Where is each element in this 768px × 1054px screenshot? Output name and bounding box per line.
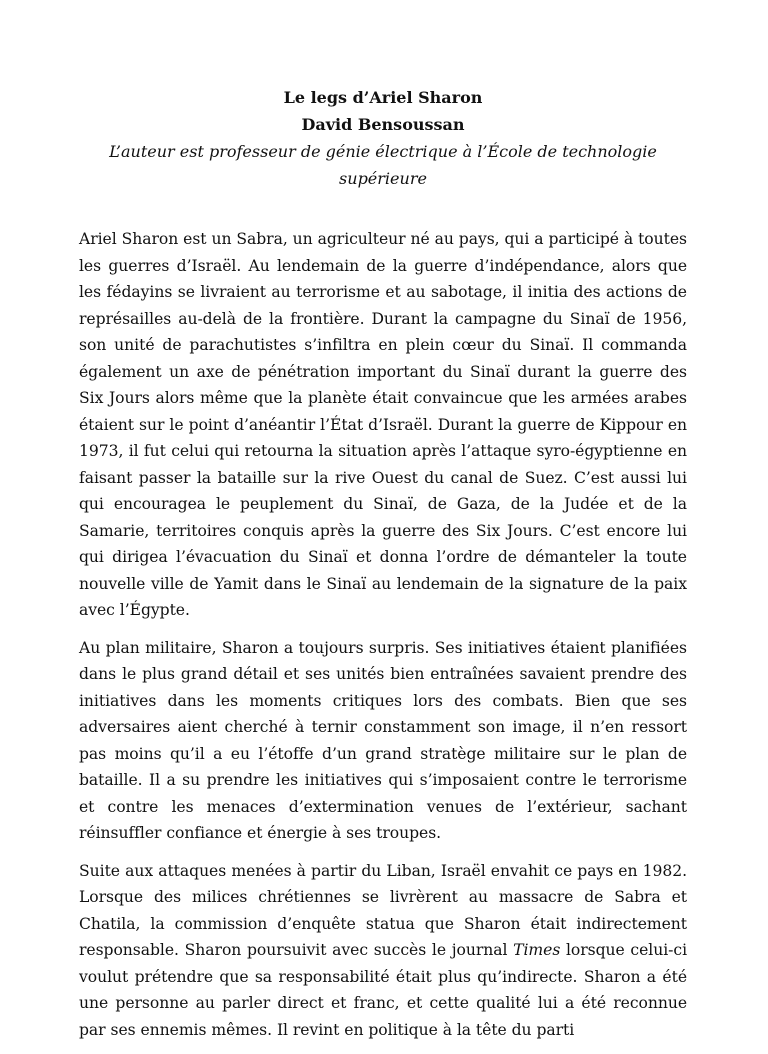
paragraph-1: Ariel Sharon est un Sabra, un agriculteur né au pays, qui a participé à toutes les guerres d’Israël. Au lendemain de la guerre d’indépendance, alors que les fédayins se livraient au terrorisme et au sabotage, il initia des actions de représailles au-delà de la frontière. Durant la campagne du Sinaï de 1956, son unité de parachutistes s’infiltra en plein cœur du Sinaï. Il commanda également un axe de pénétration important du Sinaï durant la guerre des Six Jours alors même que la planète était convaincue que les armées arabes étaient sur le point d’anéantir l’État d’Israël. Durant la guerre de Kippour en 1973, il fut celui qui retourna la situation après l’attaque syro-égyptienne en faisant passer la bataille sur la rive Ouest du canal de Suez. C’est aussi lui qui encouragea le peuplement du Sinaï, de Gaza, de la Judée et de la Samarie, territoires conquis après la guerre des Six Jours. C’est encore lui qui dirigea l’évacuation du Sinaï et donna l’ordre de démanteler la toute nouvelle ville de Yamit dans le Sinaï au lendemain de la signature de la paix avec l’Égypte.: [79, 230, 687, 619]
document-subtitle: L’auteur est professeur de génie électrique à l’École de technologie supérieure: [109, 142, 657, 188]
document-title: Le legs d’Ariel Sharon: [283, 88, 483, 107]
document-body: [79, 226, 687, 1043]
newspaper-name: Times: [513, 941, 561, 959]
paragraph-3-text-end: lorsque celui-ci voulut prétendre que sa responsabilité était plus qu’indirecte. Sharon a été une personne au parler direct et franc, et cette qualité lui a été reconnue par ses ennemis mêmes. Il revint en politique à la tête du parti: [79, 941, 688, 1039]
document-page: [79, 84, 687, 1054]
document-author: David Bensoussan: [301, 115, 465, 134]
paragraph-3: [79, 858, 687, 1044]
paragraph-3-text-start: Suite aux attaques menées à partir du Liban, Israël envahit ce pays en 1982. Lorsque des milices chrétiennes se livrèrent au massacre de Sabra et Chatila, la commission d’enquête statua que Sharon était indirectement responsable. Sharon poursuivit avec succès le journal: [79, 861, 687, 959]
paragraph-2: Au plan militaire, Sharon a toujours surpris. Ses initiatives étaient planifiées dans le plus grand détail et ses unités bien entraînées savaient prendre des initiatives dans les moments critiques lors des combats. Bien que ses adversaires aient cherché à ternir constamment son image, il n’en ressort pas moins qu’il a eu l’étoffe d’un grand stratège militaire sur le plan de bataille. Il a su prendre les initiatives qui s’imposaient contre le terrorisme et contre les menaces d’extermination venues de l’extérieur, sachant réinsuffler confiance et énergie à ses troupes.: [79, 638, 687, 842]
